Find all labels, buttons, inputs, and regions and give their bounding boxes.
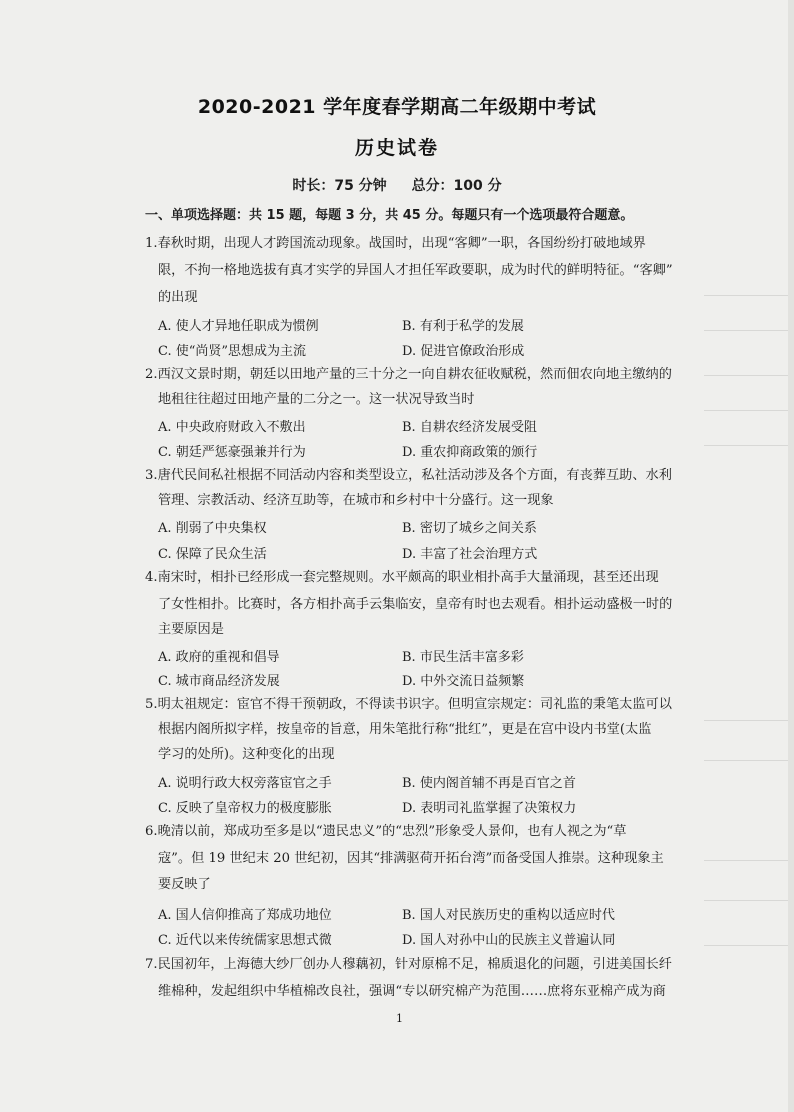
question-6-line-2: 寇”。但 19 世纪末 20 世纪初，因其“排满驱荷开拓台湾”而备受国人推崇。这种现象主 (158, 851, 664, 866)
exam-info (0, 175, 794, 195)
bleed-through-line (704, 410, 788, 411)
question-2-line-2: 地租往往超过田地产量的二分之一。这一状况导致当时 (158, 392, 475, 407)
question-6-option-d: D. 国人对孙中山的民族主义普遍认同 (402, 933, 616, 948)
question-4-line-2: 了女性相扑。比赛时，各方相扑高手云集临安，皇帝有时也去观看。相扑运动盛极一时的 (158, 597, 673, 612)
question-4-option-d: D. 中外交流日益频繁 (402, 674, 525, 689)
question-6-line-3: 要反映了 (158, 877, 211, 892)
question-4-option-b: B. 市民生活丰富多彩 (402, 650, 524, 665)
question-4-line-3: 主要原因是 (158, 622, 224, 637)
section-heading: 一、单项选择题：共 15 题，每题 3 分，共 45 分。每题只有一个选项最符合题意。 (145, 208, 634, 223)
exam-title: 2020-2021 学年度春学期高二年级期中考试 (197, 96, 597, 118)
question-3-option-b: B. 密切了城乡之间关系 (402, 521, 537, 536)
question-5-line-1: 5.明太祖规定：宦官不得干预朝政，不得读书识字。但明宣宗规定：司礼监的秉笔太监可以 (145, 697, 672, 712)
question-6-option-b: B. 国人对民族历史的重构以适应时代 (402, 908, 615, 923)
bleed-through-line (704, 945, 788, 946)
bleed-through-line (704, 375, 788, 376)
scan-edge (788, 0, 794, 1112)
question-2-option-c: C. 朝廷严惩豪强兼并行为 (158, 445, 306, 460)
question-1-line-1: 1.春秋时期，出现人才跨国流动现象。战国时，出现“客卿”一职，各国纷纷打破地域界 (145, 236, 646, 251)
question-5-option-c: C. 反映了皇帝权力的极度膨胀 (158, 801, 332, 816)
question-3-line-2: 管理、宗教活动、经济互助等，在城市和乡村中十分盛行。这一现象 (158, 493, 554, 508)
bleed-through-line (704, 330, 788, 331)
question-6-option-c: C. 近代以来传统儒家思想式微 (158, 933, 332, 948)
question-6-option-a: A. 国人信仰推高了郑成功地位 (158, 908, 332, 923)
bleed-through-line (704, 720, 788, 721)
question-5-option-d: D. 表明司礼监掌握了决策权力 (402, 801, 577, 816)
question-2-option-d: D. 重农抑商政策的颁行 (402, 445, 538, 460)
question-3-option-c: C. 保障了民众生活 (158, 547, 267, 562)
question-5-line-2: 根据内阁所拟字样，按皇帝的旨意，用朱笔批行称“批红”，更是在宫中设内书堂(太监 (158, 722, 652, 737)
question-5-line-3: 学习的处所)。这种变化的出现 (158, 747, 335, 762)
bleed-through-line (704, 900, 788, 901)
question-3-line-1: 3.唐代民间私社根据不同活动内容和类型设立，私社活动涉及各个方面，有丧葬互助、水利 (145, 468, 672, 483)
page-number: 1 (396, 1012, 403, 1025)
question-3-option-d: D. 丰富了社会治理方式 (402, 547, 538, 562)
question-1-option-b: B. 有利于私学的发展 (402, 319, 524, 334)
score-text: 总分：100 分 (411, 178, 502, 194)
question-1-option-d: D. 促进官僚政治形成 (402, 344, 525, 359)
question-1-option-a: A. 使人才异地任职成为惯例 (158, 319, 319, 334)
bleed-through-line (704, 760, 788, 761)
question-1-line-2: 限，不拘一格地选拔有真才实学的异国人才担任军政要职，成为时代的鲜明特征。“客卿” (158, 263, 673, 278)
question-5-option-b: B. 使内阁首辅不再是百官之首 (402, 776, 576, 791)
question-2-option-a: A. 中央政府财政入不敷出 (158, 420, 306, 435)
question-4-option-c: C. 城市商品经济发展 (158, 674, 280, 689)
question-1-option-c: C. 使“尚贤”思想成为主流 (158, 344, 307, 359)
question-5-option-a: A. 说明行政大权旁落宦官之手 (158, 776, 332, 791)
bleed-through-line (704, 295, 788, 296)
question-7-line-2: 维棉种，发起组织中华植棉改良社，强调“专以研究棉产为范围……庶将东亚棉产成为商 (158, 984, 666, 999)
question-2-option-b: B. 自耕农经济发展受阻 (402, 420, 537, 435)
question-4-option-a: A. 政府的重视和倡导 (158, 650, 280, 665)
bleed-through-line (704, 445, 788, 446)
question-4-line-1: 4.南宋时，相扑已经形成一套完整规则。水平颇高的职业相扑高手大量涌现，甚至还出现 (145, 570, 659, 585)
duration-text: 时长：75 分钟 (292, 178, 387, 194)
question-1-line-3: 的出现 (158, 290, 198, 305)
exam-subject: 历史试卷 (354, 137, 439, 159)
question-2-line-1: 2.西汉文景时期，朝廷以田地产量的三十分之一向自耕农征收赋税，然而佃农向地主缴纳的 (145, 367, 672, 382)
question-6-line-1: 6.晚清以前，郑成功至多是以“遗民忠义”的“忠烈”形象受人景仰，也有人视之为“草 (145, 824, 627, 839)
bleed-through-line (704, 860, 788, 861)
question-7-line-1: 7.民国初年，上海德大纱厂创办人穆藕初，针对原棉不足，棉质退化的问题，引进美国长纤 (145, 957, 672, 972)
question-3-option-a: A. 削弱了中央集权 (158, 521, 267, 536)
